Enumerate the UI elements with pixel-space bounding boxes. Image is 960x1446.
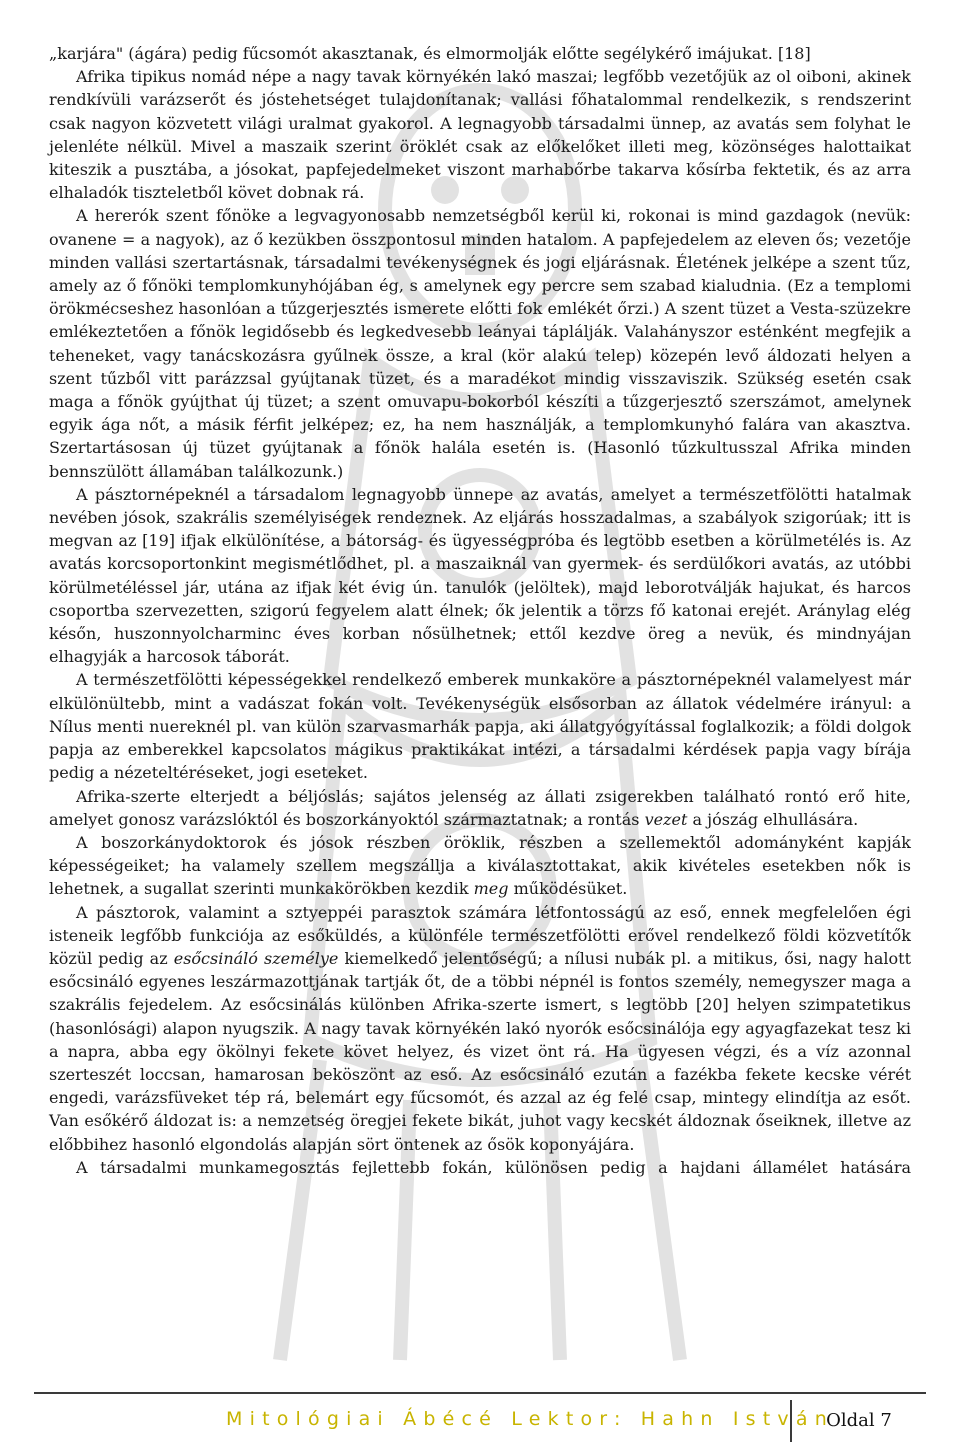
paragraph xyxy=(49,1156,911,1179)
text-run: A hererók szent főnöke a legvagyonosabb nemzetségből kerül ki, rokonai is mind gazdagok (nevük: ovanene = a nagyok), az ő kezükben összpontosul minden hatalom. A papfejedelem az eleven ős; vezetője minden vallási szertartásnak, társadalmi tevékenységnek és jogi eljárásnak. Életének jelképe a szent tűz, amely az ő főnöki templomkunyhójában ég, s amelynek egy percre sem szabad kialudnia. (Ez a templomi örökmécseshez hasonlóan a tűzgerjesztés ismerete előtti fok emlékét őrzi.) A szent tüzet a Vesta-szüzekre emlékeztetően a főnök legidősebb és legkedvesebb leányai táplálják. Valahányszor esténként megfejik a teheneket, vagy tanácskozásra gyűlnek össze, a kral (kör alakú telep) közepén levő áldozati helyen a szent tűzből vitt parázzsal gyújtanak tüzet, és a maradékot mindig visszaviszik. Szükség esetén csak maga a főnök gyújthat új tüzet; a szent omuvapu-bokorból készíti a tűzgerjesztő szerszámot, amelynek egyik ága nőt, a másik férfit jelképez; ez, ha nem használják, a templomkunyhó falára van akasztva. Szertartásosan új tüzet gyújtanak a főnök halála esetén is. (Hasonló tűzkultusszal Afrika minden bennszülött államában találkozunk.) xyxy=(49,206,911,481)
paragraph xyxy=(49,483,911,669)
page-number: Oldal 7 xyxy=(790,1400,926,1442)
text-run: Afrika-szerte elterjedt a béljóslás; sajátos jelenség az állati zsigerekben található rontó erő hite, amelyet gonosz varázslóktól és boszorkányoktól származtatnak; a rontás xyxy=(49,786,911,829)
paragraph xyxy=(49,65,911,204)
paragraph xyxy=(49,785,911,831)
text-run: kiemelkedő jelentőségű; a nílusi nubák pl. a mitikus, ősi, nagy halott esőcsináló egyenes leszármazottjának tartják őt, de a többi népnél is fontos személy, nemegyszer maga a szakrális fejedelem. Az esőcsinálás különben Afrika-szerte ismert, s legtöbb [20] helyen szimpatetikus (hasonlósági) alapon nyugszik. A nagy tavak környékén lakó nyorók esőcsinálója egy agyagfazekat tesz ki a napra, abba egy ökölnyi fekete követ helyez, és vizet önt rá. Ha ügyesen végzi, és a víz azonnal szerteszét loccsan, hamarosan beköszönt az eső. Az esőcsináló ezután a fazékba fekete kecske vérét engedi, varázsfüveket tép rá, belemárt egy fűcsomót, és azzal az ég felé csap, mintegy elindítja az esőt. Van esőkérő áldozat is: a nemzetség öregjei fekete bikát, juhot vagy kecskét áldoznak őseiknek, illetve az előbbihez hasonló elgondolás alapján sört öntenek az ősök koponyájára. xyxy=(49,948,912,1154)
text-run: A társadalmi munkamegosztás fejlettebb fokán, különösen pedig a hajdani államélet hatására xyxy=(76,1157,911,1177)
italic-text: vezet xyxy=(644,809,688,829)
body-text xyxy=(49,42,911,1179)
page-footer xyxy=(34,1392,926,1442)
text-run: A természetfölötti képességekkel rendelkező emberek munkaköre a pásztornépeknél valamelyest már elkülönültebb, mint a vadászat fokán volt. Tevékenységük elsősorban az állatok védelmére irányul: a Nílus menti nuereknél pl. van külön szarvasmarhák papja, aki állatgyógyítással foglalkozik; a földi dolgok papja az emberekkel kapcsolatos mágikus praktikákat intézi, a társadalmi kérdések papja vagy bírája pedig a nézeteltéréseket, jogi eseteket. xyxy=(49,670,911,783)
paragraph xyxy=(49,42,911,65)
paragraph xyxy=(49,831,911,901)
footer-title: Mitológiai Ábécé Lektor: Hahn István xyxy=(226,1408,834,1430)
text-run: Afrika tipikus nomád népe a nagy tavak környékén lakó maszai; legfőbb vezetőjük az ol oiboni, akinek rendkívüli varázserőt és jóstehetséget tulajdonítanak; vallási főhatalommal rendelkezik, s rendszerint csak nagyon közvetett világi uralmat gyakorol. A legnagyobb társadalmi ünnep, az avatás sem folyhat le jelenléte nélkül. Mivel a maszaik szerint öröklét csak az előkelőket illeti meg, közönséges halottaikat kiteszik a pusztába, a jósokat, papfejedelmeket viszont marhabőrbe takarva kősírba fektetik, és az arra elhaladók tiszteletből követ dobnak rá. xyxy=(49,67,911,203)
italic-text: meg xyxy=(473,879,509,899)
italic-text: esőcsináló személye xyxy=(173,948,339,968)
paragraph xyxy=(49,668,911,784)
text-run: A pásztornépeknél a társadalom legnagyobb ünnepe az avatás, amelyet a természetfölötti hatalmak nevében jósok, szakrális személyiségek rendeznek. Az eljárás hosszadalmas, a szabályok szigorúak; itt is megvan az [19] ifjak elkülönítése, a bátorság- és ügyességpróba és legtöbb esetben a körülmetélés is. Az avatás korcsoportonkint megismétlődhet, pl. a maszaiknál van gyermek- és serdülőkori avatás, az utóbbi körülmetéléssel jár, utána az ifjak két évig ún. tanulók (jelöltek), majd leborotválják hajukat, és harcos csoportba szervezetten, szigorú fegyelem alatt élnek; ők jelentik a törzs fő katonai erejét. Aránylag elég későn, huszonnyolcharminc éves korban nősülhetnek; ettől kezdve öreg a nevük, és mindnyájan elhagyják a harcosok táborát. xyxy=(49,484,911,667)
text-run: A pásztorok, valamint a sztyeppéi parasztok számára létfontosságú az eső, ennek megfelelően égi isteneik legfőbb funkciója az esőküldés, a különféle természetfölötti erővel rendelkező földi közvetítők közül pedig az xyxy=(49,902,911,968)
text-run: működésüket. xyxy=(508,879,628,899)
paragraph xyxy=(49,901,911,1156)
paragraph xyxy=(49,204,911,482)
text-run: a jószág elhullására. xyxy=(687,809,859,829)
text-run: „karjára" (ágára) pedig fűcsomót akasztanak, és elmormolják előtte segélykérő imájukat. [18] xyxy=(49,44,811,63)
text-run: A boszorkánydoktorok és jósok részben öröklik, részben a szellemektől adományként kapják képességeiket; ha valamely szellem megszállja a kiválasztottakat, akik kivételes esetekben nők is lehetnek, a sugallat szerinti munkakörökben kezdik xyxy=(49,832,911,899)
